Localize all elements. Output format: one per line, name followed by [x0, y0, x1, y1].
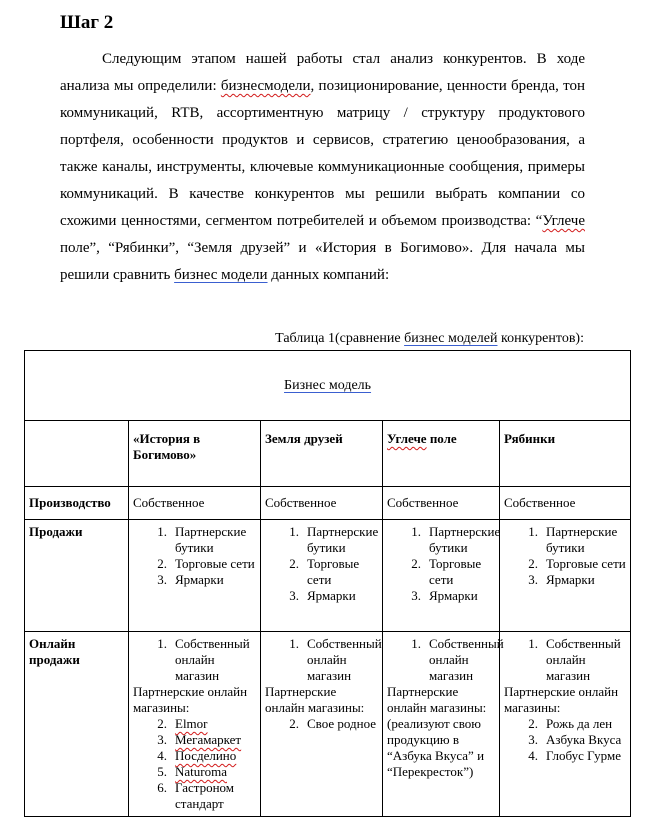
list-item: 3. Ярмарки: [411, 588, 478, 603]
cell-production-3: Собственное: [383, 487, 500, 520]
caption-underlined-phrase: бизнес моделей: [404, 331, 498, 346]
partners-label: Партнерские онлайн магазины:: [387, 684, 487, 715]
row-label-sales: Продажи: [25, 520, 129, 632]
list-item: 3. Мегамаркет: [157, 732, 242, 747]
cell-sales-3: [383, 520, 500, 632]
list-item: 2. Торговые сети: [157, 556, 255, 571]
table-row-online-sales: [25, 632, 631, 817]
table-title: Бизнес модель: [284, 377, 372, 393]
header-col-zemlya-druzey: Земля друзей: [261, 421, 383, 487]
spellcheck-word-uglech: Углече: [542, 213, 585, 229]
header-empty-cell: [25, 421, 129, 487]
table-header-row: [25, 421, 631, 487]
table-row-production: [25, 487, 631, 520]
partners-label: Партнерские онлайн магазины:: [265, 684, 365, 715]
list-item: 2. Торговые сети: [411, 556, 482, 587]
table-caption: [275, 331, 584, 347]
header-col-ryabinki: Рябинки: [500, 421, 631, 487]
spellcheck-word-biznesmodeli: бизнесмодели: [220, 78, 311, 94]
list-item: 4. Глобус Гурме: [528, 748, 621, 763]
list-item: 1. Партнерские бутики: [157, 524, 247, 555]
partners-list: [504, 716, 626, 764]
comparison-table: [24, 350, 631, 817]
table-title-cell: [25, 351, 631, 421]
list-item: 3. Ярмарки: [157, 572, 224, 587]
para-part-2: , позиционирование, ценности бренда, тон коммуникаций, RTB, ассортиментную матрицу / структуру продуктового портфеля, особенности продуктов и сервисов, стратегию ценообразования, а также каналы, инструменты, ключевые коммуникационные сообщения, примеры коммуникаций. В качестве конкурентов мы решили выбрать компании со схожими ценностями, сегментом потребителей и объемом производства: “: [60, 78, 585, 229]
list-item: 1. Партнерские бутики: [289, 524, 379, 555]
list-item: 5. Naturoma: [157, 764, 227, 779]
list-item: 2. Elmor: [157, 716, 208, 731]
cell-online-1: [129, 632, 261, 817]
cell-online-2: [261, 632, 383, 817]
list-item: 2. Рожь да лен: [528, 716, 613, 731]
list-item: 2. Свое родное: [289, 716, 377, 731]
cell-production-4: Собственное: [500, 487, 631, 520]
list-item: 1. Собственный онлайн магазин: [289, 636, 382, 683]
partners-note: (реализуют свою продукцию в “Азбука Вкуса” и “Перекресток”): [387, 716, 485, 779]
cell-online-4: [500, 632, 631, 817]
list-item: 3. Ярмарки: [289, 588, 356, 603]
header-col-bogimovo: «История в Богимово»: [129, 421, 261, 487]
list-item: 4. Посделино: [157, 748, 237, 763]
partners-list: [133, 716, 256, 812]
sales-list: [387, 524, 501, 604]
cell-sales-2: [261, 520, 383, 632]
own-shop-list: [133, 636, 256, 684]
para-part-3: поле”, “Рябинки”, “Земля друзей” и «История в Богимово». Для начала мы решили сравнить: [60, 240, 585, 283]
caption-part-1: Таблица 1(сравнение: [275, 331, 405, 346]
cell-sales-4: [500, 520, 631, 632]
own-shop-list: [387, 636, 504, 684]
list-item: 1. Собственный онлайн магазин: [411, 636, 504, 683]
para-part-1: Следующим этапом нашей работы стал анализ конкурентов. В ходе анализа мы определили:: [60, 51, 585, 94]
row-label-online-sales: Онлайн продажи: [25, 632, 129, 817]
sales-list: [504, 524, 626, 588]
list-item: 1. Партнерские бутики: [411, 524, 501, 555]
header-col-uglech-pole: [383, 421, 500, 487]
own-shop-list: [504, 636, 626, 684]
list-item: 1. Собственный онлайн магазин: [528, 636, 621, 683]
header-pole-word: поле: [426, 431, 457, 446]
caption-part-3: конкурентов):: [497, 331, 584, 346]
intro-paragraph: [60, 46, 585, 289]
partners-list: [265, 716, 378, 732]
list-item: 2. Торговые сети: [289, 556, 360, 587]
sales-list: [133, 524, 256, 588]
cell-production-2: Собственное: [261, 487, 383, 520]
row-label-production: Производство: [25, 487, 129, 520]
cell-sales-1: [129, 520, 261, 632]
partners-label: Партнерские онлайн магазины:: [504, 684, 619, 715]
cell-online-3: [383, 632, 504, 817]
table-row-sales: [25, 520, 631, 632]
list-item: 2. Торговые сети: [528, 556, 626, 571]
list-item: 3. Ярмарки: [528, 572, 595, 587]
header-uglech-word: Углече: [387, 431, 427, 446]
cell-production-1: Собственное: [129, 487, 261, 520]
list-item: 1. Партнерские бутики: [528, 524, 618, 555]
para-part-4: данных компаний:: [267, 267, 390, 283]
partners-label: Партнерские онлайн магазины:: [133, 684, 248, 715]
own-shop-list: [265, 636, 382, 684]
table-title-row: [25, 351, 631, 421]
list-item: 6. Гастроном стандарт: [157, 780, 235, 811]
list-item: 3. Азбука Вкуса: [528, 732, 622, 747]
page-heading: Шаг 2: [60, 12, 114, 33]
list-item: 1. Собственный онлайн магазин: [157, 636, 250, 683]
sales-list: [265, 524, 378, 604]
grammar-phrase-biznes-modeli: бизнес модели: [174, 267, 268, 283]
